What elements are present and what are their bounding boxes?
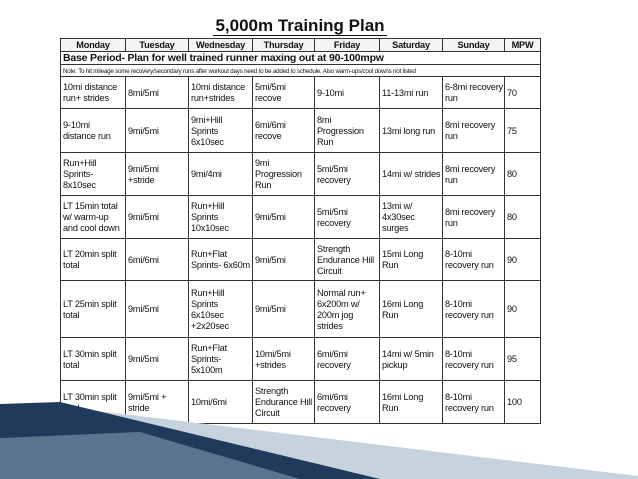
cell-wednesday: Run+Flat Sprints- 5x100m bbox=[189, 338, 253, 381]
cell-saturday: 13mi w/ 4x30sec surges bbox=[380, 196, 443, 239]
cell-thursday: 9mi/5mi bbox=[253, 281, 315, 338]
cell-monday: LT 15min total w/ warm-up and cool down bbox=[61, 196, 126, 239]
cell-mpw: 80 bbox=[505, 196, 541, 239]
col-header-wednesday: Wednesday bbox=[189, 39, 253, 52]
cell-wednesday: Run+Flat Sprints- 6x60m bbox=[189, 239, 253, 281]
table-row bbox=[61, 196, 541, 239]
cell-friday: Strength Endurance Hill Circuit bbox=[315, 239, 380, 281]
cell-mpw: 75 bbox=[505, 109, 541, 153]
cell-friday: 8mi Progression Run bbox=[315, 109, 380, 153]
cell-saturday: 15mi Long Run bbox=[380, 239, 443, 281]
cell-mpw: 80 bbox=[505, 153, 541, 196]
cell-thursday: 9mi/5mi bbox=[253, 239, 315, 281]
col-header-mpw: MPW bbox=[505, 39, 541, 52]
cell-sunday: 8mi recovery run bbox=[443, 109, 505, 153]
cell-saturday: 11-13mi run bbox=[380, 77, 443, 109]
cell-thursday: 10mi/5mi +strides bbox=[253, 338, 315, 381]
cell-thursday: 9mi Progression Run bbox=[253, 153, 315, 196]
col-header-sunday: Sunday bbox=[443, 39, 505, 52]
cell-sunday: 8-10mi recovery run bbox=[443, 239, 505, 281]
cell-thursday: 9mi/5mi bbox=[253, 196, 315, 239]
cell-mpw: 90 bbox=[505, 281, 541, 338]
cell-saturday: 13mi long run bbox=[380, 109, 443, 153]
slide-corner-decoration bbox=[0, 398, 638, 479]
cell-wednesday: Run+Hill Sprints 10x10sec bbox=[189, 196, 253, 239]
cell-monday: LT 30min split bbox=[61, 381, 126, 424]
cell-friday: 6mi/6mi recovery bbox=[315, 338, 380, 381]
cell-friday: Normal run+ 6x200m w/ 200m jog strides bbox=[315, 281, 380, 338]
cell-wednesday: 9mi/4mi bbox=[189, 153, 253, 196]
cell-sunday: 8-10mi recovery run bbox=[443, 381, 505, 424]
cell-tuesday: 9mi/5mi bbox=[126, 281, 189, 338]
table-row bbox=[61, 239, 541, 281]
cell-monday: LT 25min split total bbox=[61, 281, 126, 338]
cell-tuesday: 9mi/5mi bbox=[126, 196, 189, 239]
cell-wednesday: Run+Hill Sprints 6x10sec +2x20sec bbox=[189, 281, 253, 338]
cell-friday: 9-10mi bbox=[315, 77, 380, 109]
period-label: Base Period- Plan for well trained runner maxing out at 90-100mpw bbox=[61, 52, 541, 65]
cell-monday: 9-10mi distance run bbox=[61, 109, 126, 153]
period-row bbox=[61, 52, 541, 65]
cell-sunday: 8mi recovery run bbox=[443, 196, 505, 239]
cell-saturday: 14mi w/ 5min pickup bbox=[380, 338, 443, 381]
cell-wednesday: 10mi distance run+strides bbox=[189, 77, 253, 109]
cell-mpw: 95 bbox=[505, 338, 541, 381]
cell-sunday: 8-10mi recovery run bbox=[443, 338, 505, 381]
cell-mpw: 90 bbox=[505, 239, 541, 281]
cell-tuesday: 9mi/5mi + stride bbox=[126, 381, 189, 424]
cell-thursday: 6mi/6mi recove bbox=[253, 109, 315, 153]
cell-sunday: 8-10mi recovery run bbox=[443, 281, 505, 338]
table-row bbox=[61, 338, 541, 381]
cell-tuesday: 9mi/5mi bbox=[126, 338, 189, 381]
cell-thursday: 5mi/5mi recove bbox=[253, 77, 315, 109]
cell-saturday: 16mi Long Run bbox=[380, 281, 443, 338]
cell-sunday: 6-8mi recovery run bbox=[443, 77, 505, 109]
col-header-thursday: Thursday bbox=[253, 39, 315, 52]
cell-wednesday: 9mi+Hill Sprints 6x10sec bbox=[189, 109, 253, 153]
cell-monday: Run+Hill Sprints- 8x10sec bbox=[61, 153, 126, 196]
cell-tuesday: 9mi/5mi +stride bbox=[126, 153, 189, 196]
cell-mpw: 100 bbox=[505, 381, 541, 424]
cell-saturday: 16mi Long Run bbox=[380, 381, 443, 424]
training-plan-table bbox=[60, 38, 541, 424]
note-row bbox=[61, 65, 541, 77]
table-row bbox=[61, 77, 541, 109]
cell-tuesday: 6mi/6mi bbox=[126, 239, 189, 281]
cell-friday: 6mi/6mi recovery bbox=[315, 381, 380, 424]
table-row bbox=[61, 153, 541, 196]
header-row bbox=[61, 39, 541, 52]
col-header-monday: Monday bbox=[61, 39, 126, 52]
cell-tuesday: 9mi/5mi bbox=[126, 109, 189, 153]
cell-monday: 10mi distance run+ strides bbox=[61, 77, 126, 109]
col-header-friday: Friday bbox=[315, 39, 380, 52]
cell-thursday: Strength Endurance Hill Circuit bbox=[253, 381, 315, 424]
cell-friday: 5mi/5mi recovery bbox=[315, 153, 380, 196]
col-header-tuesday: Tuesday bbox=[126, 39, 189, 52]
col-header-saturday: Saturday bbox=[380, 39, 443, 52]
page-title: 5,000m Training Plan bbox=[215, 16, 385, 35]
cell-mpw: 70 bbox=[505, 77, 541, 109]
cell-tuesday: 8mi/5mi bbox=[126, 77, 189, 109]
cell-friday: 5mi/5mi recovery bbox=[315, 196, 380, 239]
note-text: Note: To hit mileage some recovery/secondary runs after workout days need to be added to schedule. Also warm-ups/cool downs not listed bbox=[61, 65, 541, 77]
cell-sunday: 8mi recovery run bbox=[443, 153, 505, 196]
cell-monday: LT 30min split total bbox=[61, 338, 126, 381]
table-row bbox=[61, 281, 541, 338]
training-plan-sheet bbox=[60, 14, 540, 446]
cell-saturday: 14mi w/ strides bbox=[380, 153, 443, 196]
cell-wednesday: 10mi/6mi bbox=[189, 381, 253, 424]
cell-monday: LT 20min split total bbox=[61, 239, 126, 281]
table-row bbox=[61, 109, 541, 153]
